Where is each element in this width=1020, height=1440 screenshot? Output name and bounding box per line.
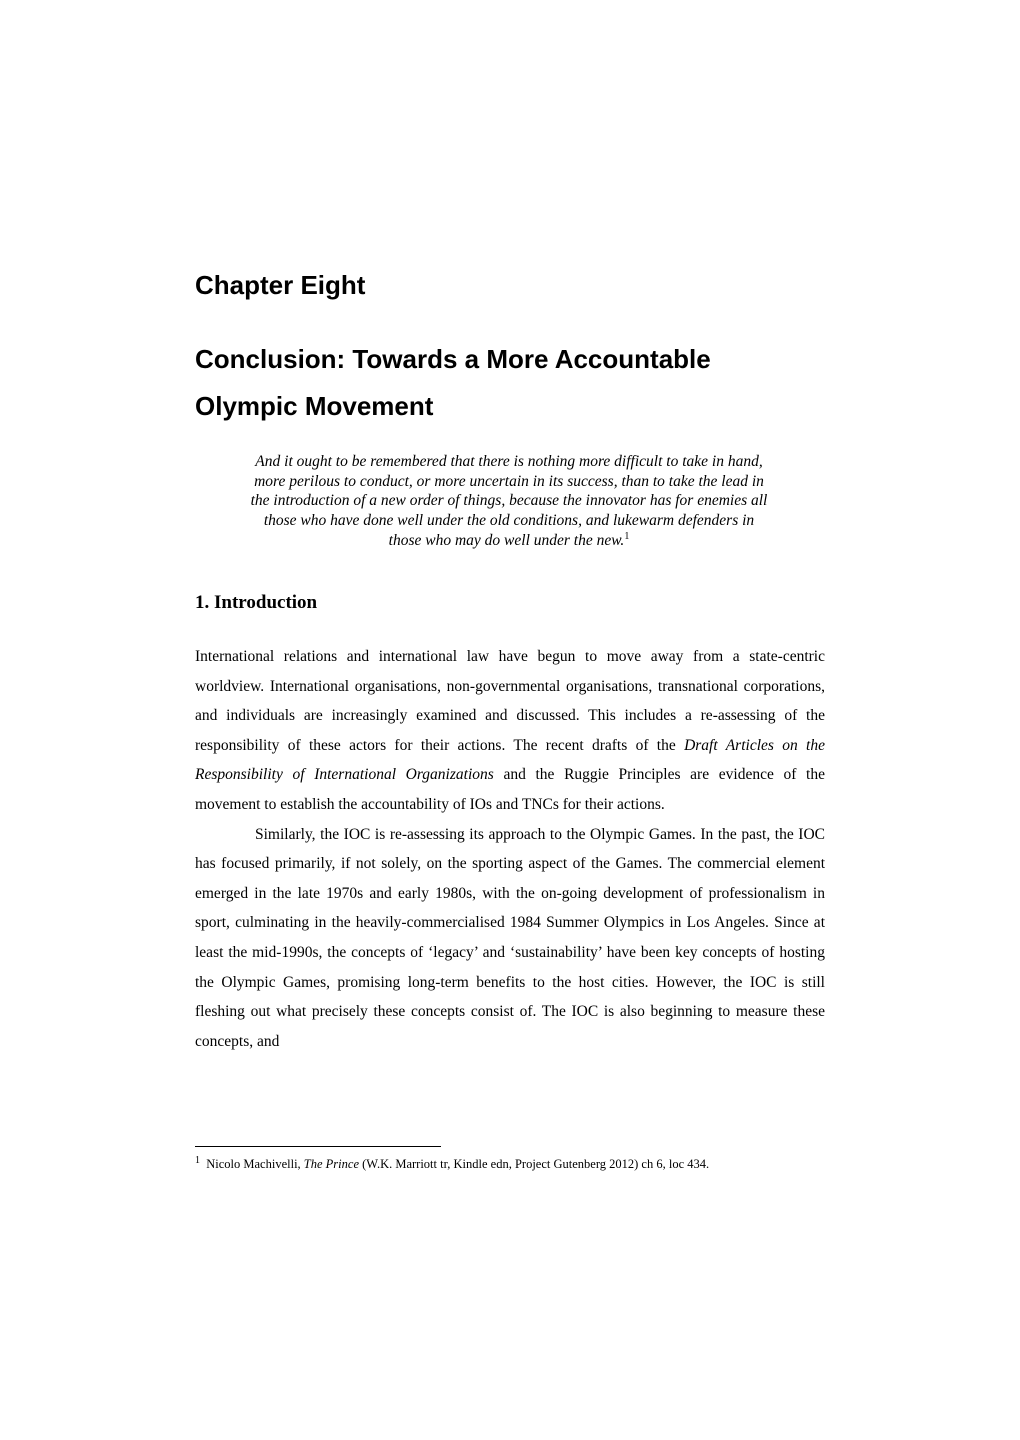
epigraph-text: And it ought to be remembered that there is nothing more difficult to take in hand, more perilous to conduct, or more uncertain in its success, than to take the lead in the introduction of a new order of things, because the innovator has for enemies all those who have done well under the old conditions, and lukewarm defenders in those who may do well under the new. xyxy=(250,453,768,549)
chapter-title-line-2: Olympic Movement xyxy=(195,391,434,421)
chapter-title-line-1: Conclusion: Towards a More Accountable xyxy=(195,344,711,374)
footnote-details: (W.K. Marriott tr, Kindle edn, Project Gutenberg 2012) ch 6, loc 434. xyxy=(359,1157,710,1171)
footnote-divider xyxy=(195,1146,441,1147)
chapter-title xyxy=(195,336,835,430)
chapter-label: Chapter Eight xyxy=(195,270,366,300)
paragraph-1 xyxy=(195,642,825,820)
footnote-author: Nicolo Machivelli, xyxy=(206,1157,304,1171)
epigraph xyxy=(250,452,768,551)
footnote-number: 1 xyxy=(195,1154,200,1166)
footnote xyxy=(195,1156,835,1173)
section-heading: 1. Introduction xyxy=(195,592,318,613)
paragraph-2: Similarly, the IOC is re-assessing its approach to the Olympic Games. In the past, the IOC has focused primarily, if not solely, on the sporting aspect of the Games. The commercial element emerged in the late 1970s and early 1980s, with the on-going development of professionalism in sport, culminating in the heavily-commercialised 1984 Summer Olympics in Los Angeles. Since at least the mid-1990s, the concepts of ‘legacy’ and ‘sustainability’ have been key concepts of hosting the Olympic Games, promising long-term benefits to the host cities. However, the IOC is still fleshing out what precisely these concepts consist of. The IOC is also beginning to measure these concepts, and xyxy=(195,825,825,1050)
paragraph-1-part-2: and the Ruggie Principles are evidence of the movement to establish the accountability of IOs and TNCs for their actions. xyxy=(195,766,825,813)
paragraph-1-italic-title: Draft Articles on the Responsibility of International Organizations xyxy=(195,736,825,784)
epigraph-footnote-ref: 1 xyxy=(624,530,630,542)
body-text xyxy=(195,642,825,1056)
footnote-book-title: The Prince xyxy=(303,1157,359,1171)
paragraph-1-part-1: International relations and international law have begun to move away from a state-centric worldview. International organisations, non-governmental organisations, transnational corporations, and individuals are increasingly examined and discussed. This includes a re-assessing of the responsibility of these actors for their actions. The recent drafts of the xyxy=(195,648,825,754)
